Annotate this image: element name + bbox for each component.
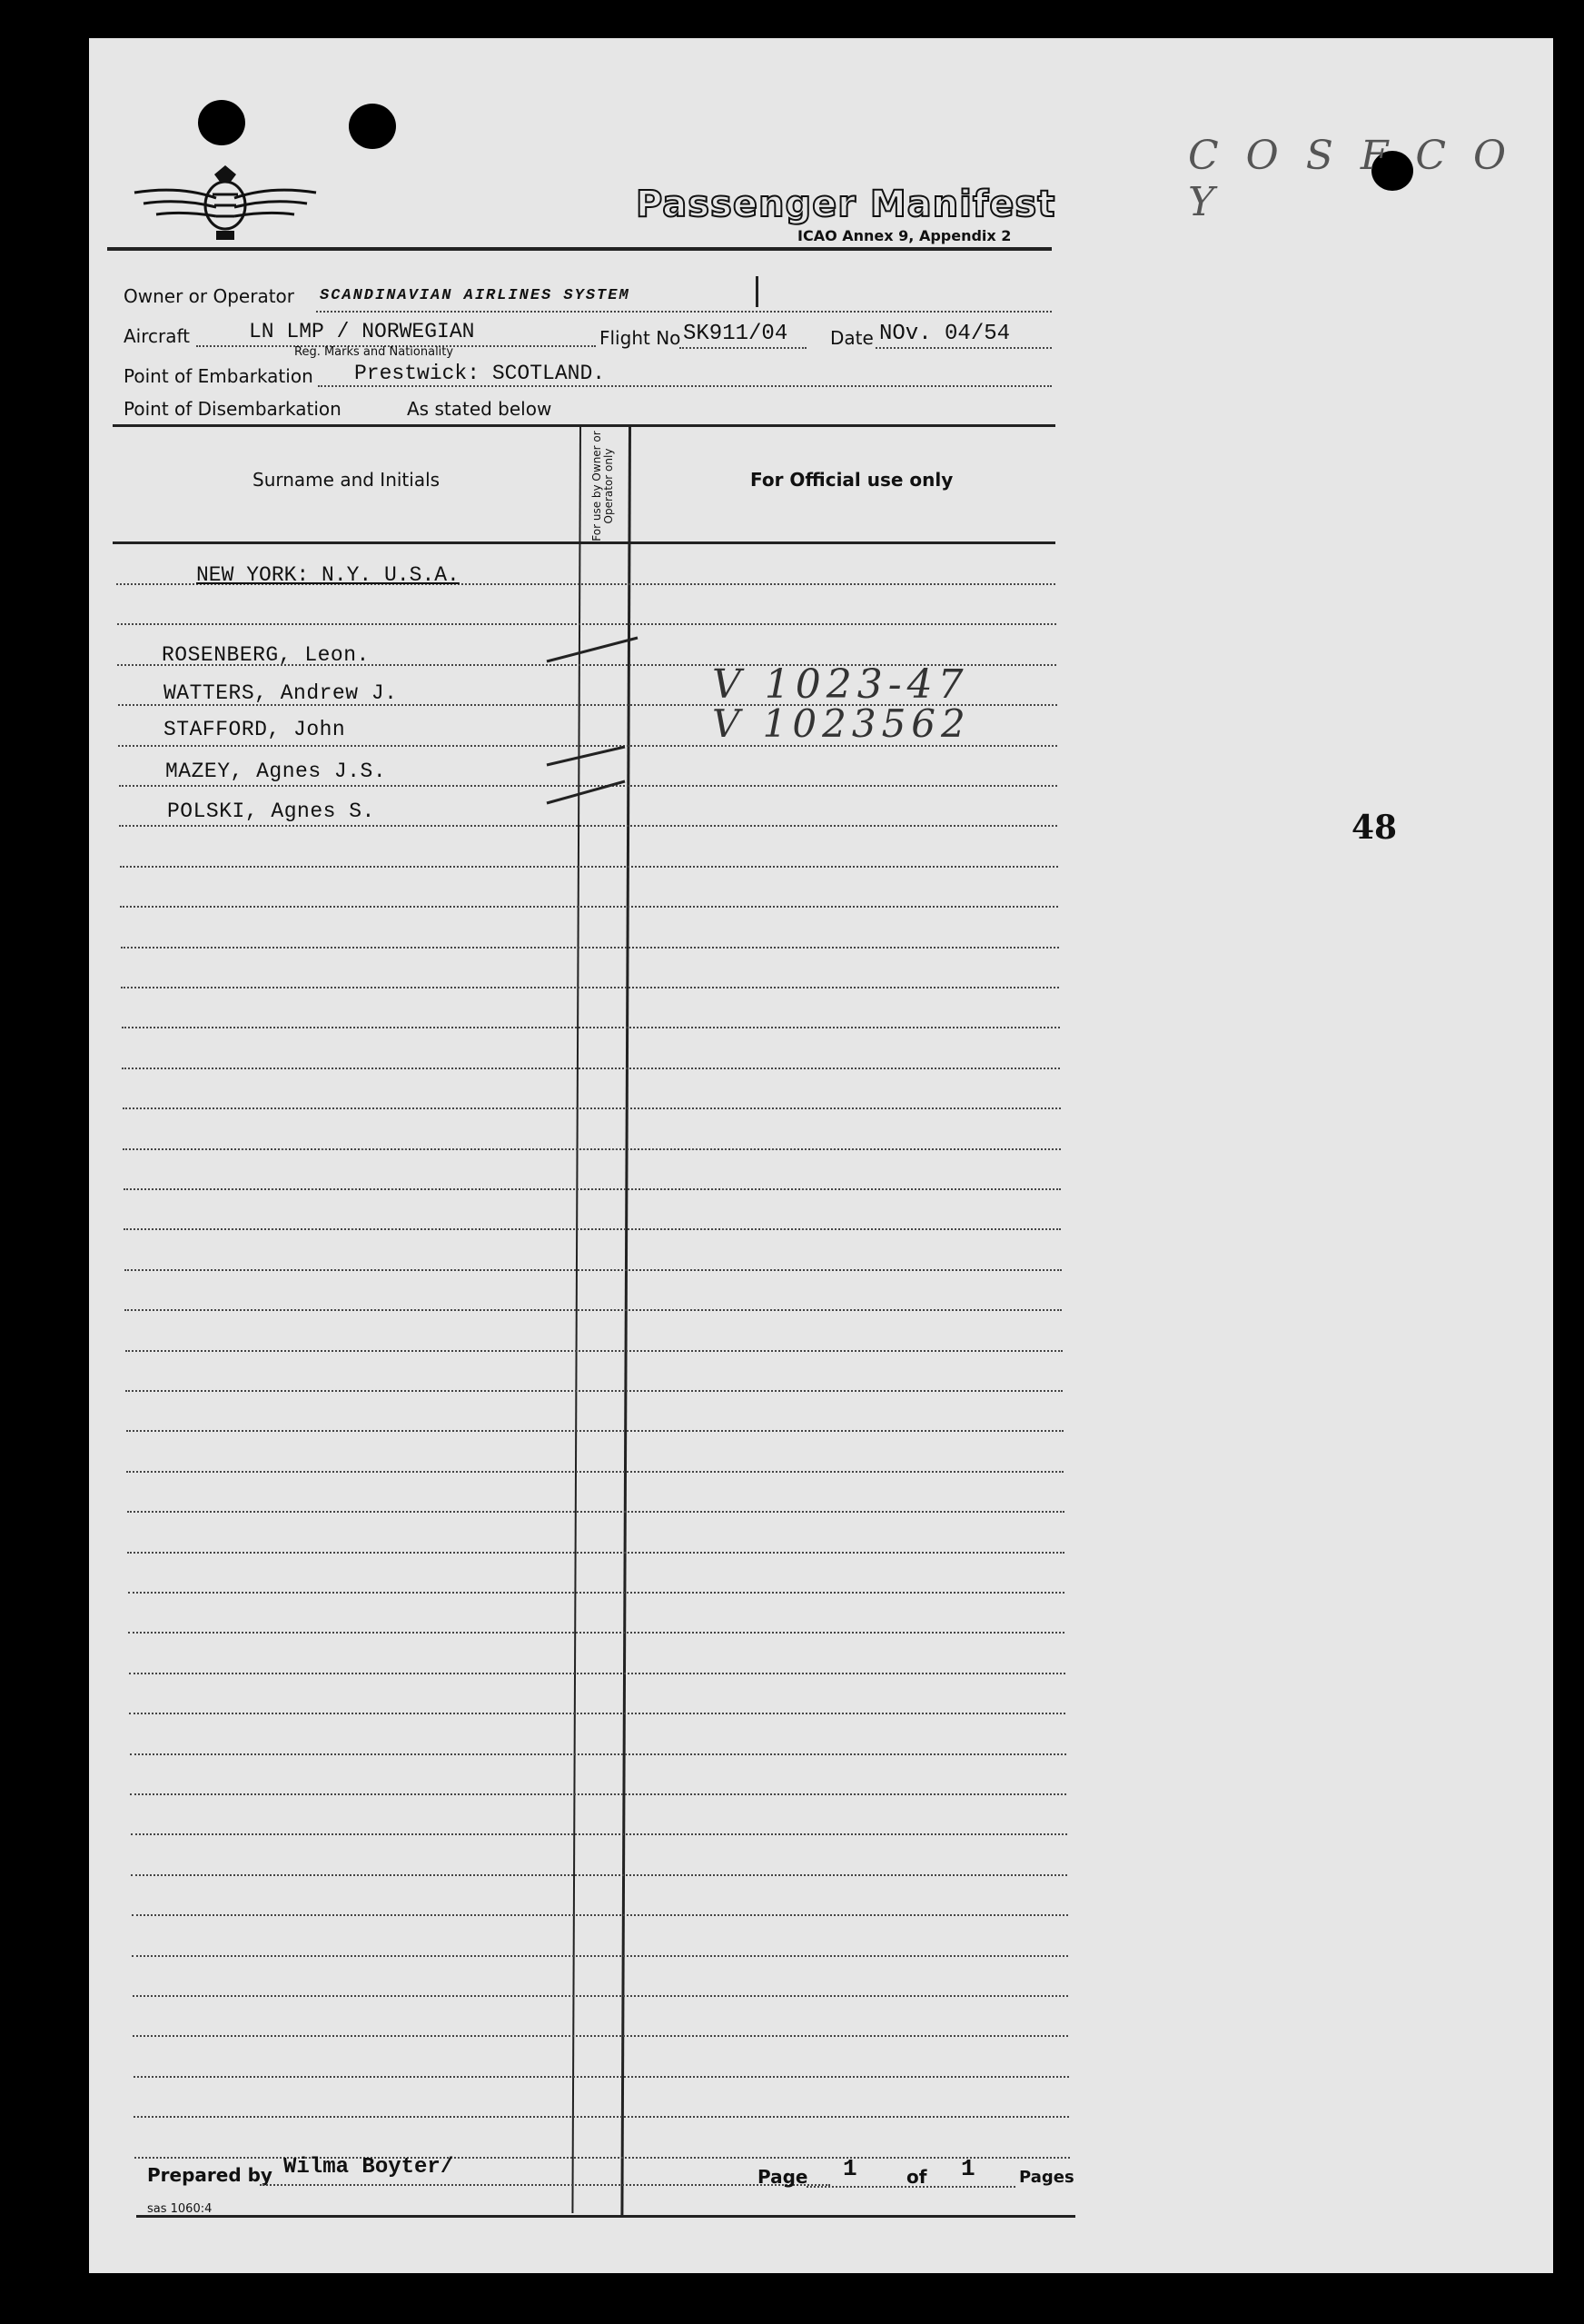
table-row-line	[120, 866, 1058, 868]
table-row-line	[130, 1753, 1066, 1755]
table-row-line	[125, 1390, 1063, 1392]
table-top-rule	[113, 424, 1055, 427]
table-row-line	[126, 1430, 1064, 1432]
table-row-line	[123, 1107, 1061, 1109]
destination-heading: NEW YORK: N.Y. U.S.A.	[196, 563, 460, 587]
tick-mark-rosenberg	[547, 638, 638, 661]
table-header-rule	[113, 541, 1055, 544]
manifest-subtitle: ICAO Annex 9, Appendix 2	[797, 227, 1012, 244]
header-rule	[107, 247, 1052, 251]
punch-hole-right	[349, 104, 396, 149]
table-row-line	[133, 1995, 1068, 1997]
passenger-name: STAFFORD, John	[163, 718, 346, 741]
col-header-owner: For use by Owner or Operator only	[590, 431, 615, 541]
page-line	[807, 2186, 1015, 2188]
table-row-line	[129, 1673, 1065, 1674]
airline-wings-logo-icon	[125, 158, 325, 249]
table-row-line	[129, 1713, 1065, 1714]
table-row-line	[127, 1552, 1064, 1554]
table-row-line	[121, 987, 1059, 988]
embarkation-label: Point of Embarkation	[124, 365, 313, 387]
punch-hole-left	[198, 100, 245, 145]
owner-line	[316, 311, 1052, 313]
table-row-line	[120, 906, 1058, 908]
tick-mark-polski	[547, 781, 625, 803]
table-row-line	[122, 1027, 1060, 1028]
table-row-line	[134, 2157, 1070, 2159]
embarkation-value: Prestwick: SCOTLAND.	[354, 362, 606, 385]
col-header-surname: Surname and Initials	[252, 469, 441, 491]
passenger-name: MAZEY, Agnes J.S.	[165, 760, 387, 783]
embarkation-line	[318, 385, 1052, 387]
aircraft-value: LN LMP / NORWEGIAN	[249, 320, 475, 343]
official-entry-watters: V 1023-47	[712, 661, 969, 708]
table-row-line	[124, 1269, 1062, 1271]
table-row-line	[124, 1309, 1062, 1311]
disembarkation-label: Point of Disembarkation	[124, 398, 342, 420]
date-value: NOv. 04/54	[879, 322, 1011, 346]
table-row-line	[124, 1228, 1061, 1230]
table-row-line	[131, 1874, 1067, 1876]
pages-label: Pages	[1019, 2168, 1074, 2187]
manifest-paper	[89, 38, 1553, 2273]
table-row-line	[122, 1068, 1060, 1069]
table-row-line	[134, 2076, 1069, 2078]
table-row-line	[134, 2116, 1069, 2118]
form-code: sas 1060:4	[147, 2202, 213, 2216]
table-row-line	[133, 2035, 1068, 2037]
corner-annotation: C O S F C O Y	[1188, 133, 1514, 225]
table-row-line	[123, 1148, 1061, 1150]
table-row-line	[126, 1471, 1064, 1473]
owner-label: Owner or Operator	[124, 285, 294, 307]
table-row-line	[130, 1793, 1066, 1795]
date-line	[876, 347, 1052, 349]
passenger-name: ROSENBERG, Leon.	[162, 643, 370, 667]
date-label: Date	[830, 327, 874, 349]
passenger-name: POLSKI, Agnes S.	[167, 799, 375, 823]
footer-rule	[136, 2215, 1075, 2218]
flight-line	[679, 347, 807, 349]
manifest-title: Passenger Manifest	[636, 184, 1056, 225]
prepared-line	[260, 2184, 830, 2186]
table-row-line	[121, 947, 1059, 948]
prepared-value: Wilma Boyter/	[283, 2155, 454, 2180]
prepared-label: Prepared by	[147, 2164, 272, 2186]
flight-value: SK911/04	[683, 322, 788, 346]
aircraft-caption: Reg. Marks and Nationality	[294, 345, 454, 359]
official-entry-stafford: V 1023562	[712, 701, 971, 746]
owner-tick	[756, 276, 758, 307]
of-label: of	[906, 2166, 927, 2188]
of-value: 1	[961, 2155, 975, 2182]
table-row-line	[124, 1188, 1061, 1190]
owner-check-marks	[543, 611, 643, 865]
table-row-line	[128, 1592, 1064, 1594]
owner-value: SCANDINAVIAN AIRLINES SYSTEM	[320, 287, 630, 304]
flight-label: Flight No	[599, 327, 681, 349]
table-row-line	[127, 1511, 1064, 1513]
table-row-line	[132, 1914, 1068, 1916]
page-label: Page	[757, 2166, 808, 2188]
tick-mark-mazey	[547, 747, 625, 765]
passenger-name: WATTERS, Andrew J.	[163, 681, 398, 705]
page-value: 1	[843, 2155, 857, 2182]
disembarkation-value: As stated below	[407, 398, 552, 420]
table-row-line	[125, 1350, 1063, 1352]
aircraft-label: Aircraft	[124, 325, 191, 347]
table-row-line	[128, 1632, 1064, 1634]
table-row-line	[131, 1833, 1067, 1835]
table-row-line	[132, 1955, 1068, 1957]
page-stamp-number: 48	[1351, 809, 1398, 847]
col-header-official: For Official use only	[750, 469, 954, 491]
